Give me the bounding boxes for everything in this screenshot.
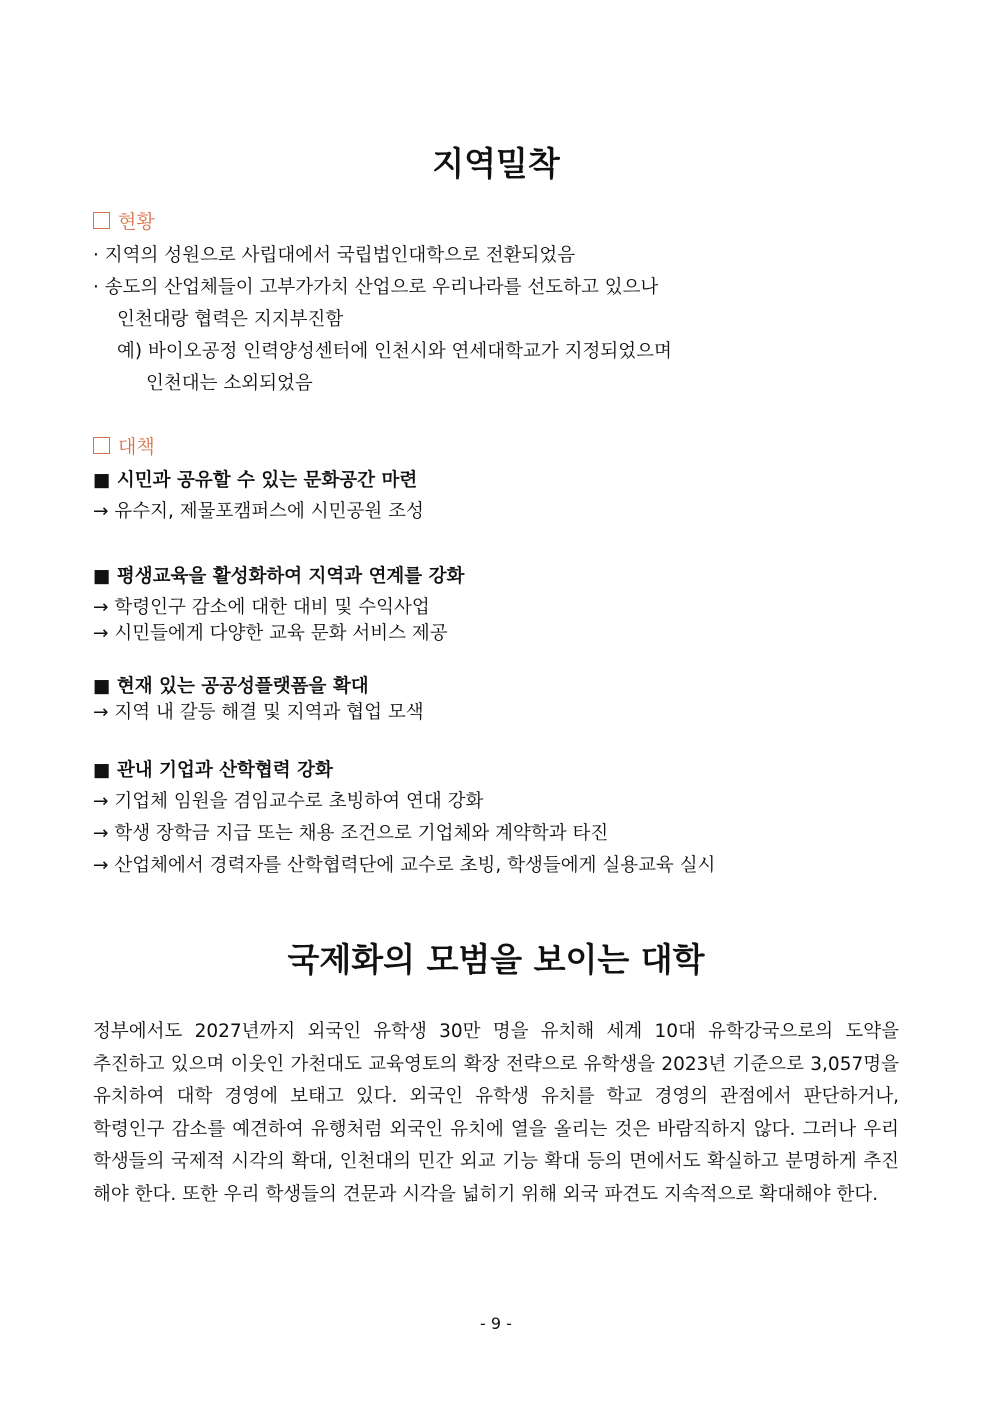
measure-item: → 지역 내 갈등 해결 및 지역과 협업 모색 xyxy=(93,702,424,723)
status-line: · 송도의 산업체들이 고부가가치 산업으로 우리나라를 선도하고 있으나 xyxy=(93,277,659,298)
page-title: 지역밀착 xyxy=(432,144,560,183)
body-paragraph: 정부에서도 2027년까지 외국인 유학생 30만 명을 유치해 세계 10대 유학강국으로의 도약을 추진하고 있으며 이웃인 가천대도 교육영토의 확장 전략으로 유학생을 2023년 기준으로 3,057명을 유치하여 대학 경영에 보태고 있다. 외국인 유학생 유치를 학교 경영의 관점에서 판단하거나, 학령인구 감소를 예견하여 유행처럼 외국인 유치에 열을 올리는 것은 바람직하지 않다. 그러나 우리 학생들의 국제적 시각의 확대, 인천대의 민간 외교 기능 확대 등의 면에서도 확실하고 분명하게 추진 해야 한다. 또한 우리 학생들의 견문과 시각을 넓히기 위해 외국 파견도 지속적으로 확대해야 한다. xyxy=(93,1021,899,1205)
measure-heading: ■ 시민과 공유할 수 있는 문화공간 마련 xyxy=(93,470,418,491)
section-heading-status xyxy=(93,207,155,234)
measure-item: → 유수지, 제물포캠퍼스에 시민공원 조성 xyxy=(93,501,424,522)
section-heading-status-label: 현황 xyxy=(118,211,155,233)
measure-item: → 학생 장학금 지급 또는 채용 조건으로 기업체와 계약학과 타진 xyxy=(93,823,609,844)
measure-item: → 기업체 임원을 겸임교수로 초빙하여 연대 강화 xyxy=(93,791,484,812)
section-heading-measures-label: 대책 xyxy=(118,436,155,458)
status-line: 인천대는 소외되었음 xyxy=(146,373,313,394)
status-line: · 지역의 성원으로 사립대에서 국립법인대학으로 전환되었음 xyxy=(93,245,576,266)
checkbox-square-icon xyxy=(93,437,110,454)
checkbox-square-icon xyxy=(93,212,110,229)
measure-item: → 산업체에서 경력자를 산학협력단에 교수로 초빙, 학생들에게 실용교육 실시 xyxy=(93,855,716,876)
measure-item: → 학령인구 감소에 대한 대비 및 수익사업 xyxy=(93,597,430,618)
section-title-internationalization: 국제화의 모범을 보이는 대학 xyxy=(287,940,705,979)
page-number: - 9 - xyxy=(480,1314,512,1333)
status-line: 예) 바이오공정 인력양성센터에 인천시와 연세대학교가 지정되었으며 xyxy=(117,341,672,362)
status-line: 인천대랑 협력은 지지부진함 xyxy=(117,309,344,330)
measure-heading: ■ 평생교육을 활성화하여 지역과 연계를 강화 xyxy=(93,566,465,587)
section-heading-measures xyxy=(93,432,155,459)
measure-heading: ■ 관내 기업과 산학협력 강화 xyxy=(93,760,333,781)
measure-item: → 시민들에게 다양한 교육 문화 서비스 제공 xyxy=(93,623,448,644)
measure-heading: ■ 현재 있는 공공성플랫폼을 확대 xyxy=(93,676,369,697)
